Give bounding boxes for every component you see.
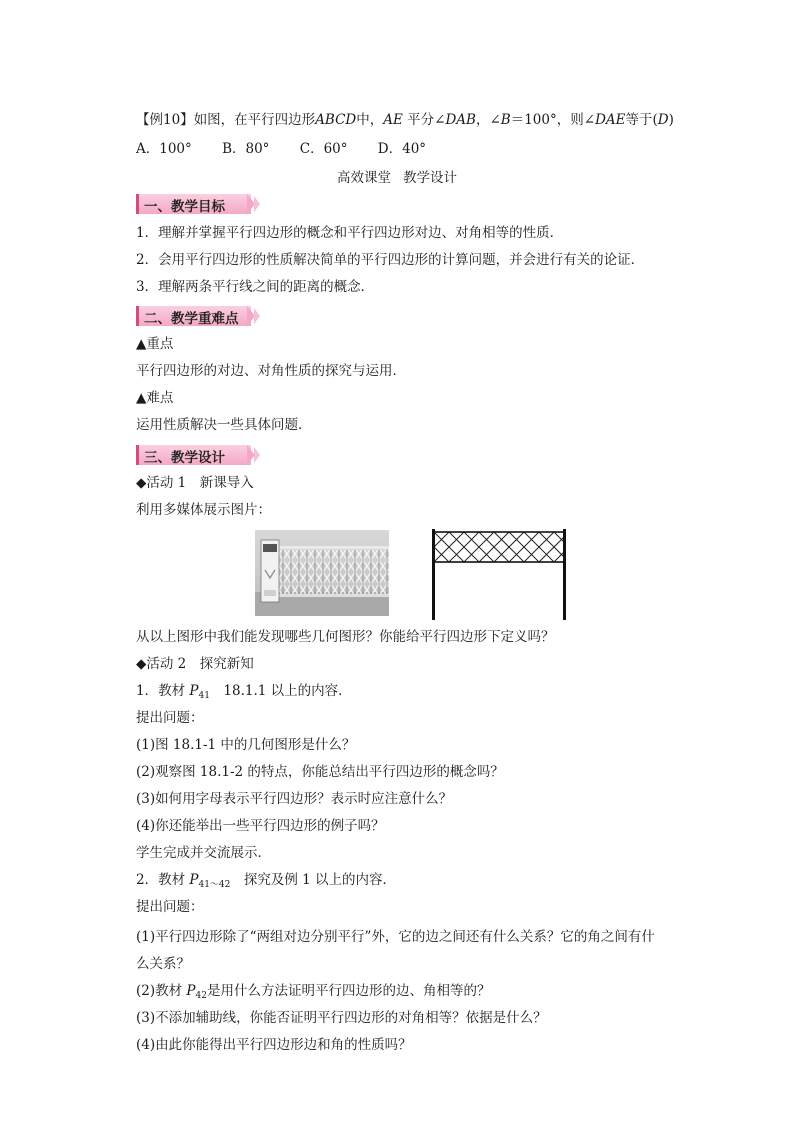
question-item: (2)教材 $P_{42}$是用什么方法证明平行四边形的边、角相等的？ (136, 983, 491, 1001)
section-heading-key-points: 二、教学重难点 (136, 306, 260, 326)
activity-2-title: ◆活动 2 探究新知 (136, 656, 254, 672)
section-heading-goals: 一、教学目标 (136, 194, 260, 214)
question-item: (1)平行四边形除了“两组对边分别平行”外，它的边之间还有什么关系？它的角之间有什 (136, 929, 655, 945)
section-heading-design: 三、教学设计 (136, 445, 260, 465)
ask-label: 提出问题： (136, 710, 204, 726)
page-header: 高效课堂 教学设计 (337, 170, 457, 186)
arrow-icon (254, 447, 260, 463)
example-answer: D (657, 112, 669, 128)
choice-d: D．40° (377, 141, 427, 157)
arrow-icon (254, 308, 260, 324)
choice-c: C．60° (299, 141, 348, 157)
intro-text: 利用多媒体展示图片： (136, 502, 271, 518)
ask-label: 提出问题： (136, 899, 204, 915)
question-item: (3)如何用字母表示平行四边形？表示时应注意什么？ (136, 791, 453, 807)
key-title: ▲重点 (136, 336, 174, 352)
retractable-gate-photo (255, 530, 389, 616)
student-text: 学生完成并交流展示． (136, 845, 271, 861)
choice-a: A．100° (136, 141, 192, 157)
question-item: (2)观察图 18.1-2 的特点，你能总结出平行四边形的概念吗？ (136, 764, 504, 780)
textbook-item-1: 1．教材 $P_{41}$ 18.1.1 以上的内容． (136, 683, 352, 701)
activity-1-title: ◆活动 1 新课导入 (136, 475, 254, 491)
activity-1-question: 从以上图形中我们能发现哪些几何图形？你能给平行四边形下定义吗？ (136, 629, 555, 645)
hard-title: ▲难点 (136, 390, 174, 406)
arrow-icon (254, 196, 260, 212)
question-item: (1)图 18.1-1 中的几何图形是什么？ (136, 737, 356, 753)
goal-item: 2．会用平行四边形的性质解决简单的平行四边形的计算问题，并会进行有关的论证． (136, 252, 645, 268)
example-10-question: 【例10】如图，在平行四边形ABCD中，AE 平分∠DAB，∠B＝100°，则∠DAE等于(D) (136, 112, 674, 128)
goal-item: 1．理解并掌握平行四边形的概念和平行四边形对边、对角相等的性质． (136, 225, 564, 241)
hard-text: 运用性质解决一些具体问题． (136, 417, 312, 433)
question-item: (4)由此你能得出平行四边形边和角的性质吗？ (136, 1037, 412, 1053)
question-item: (3)不添加辅助线，你能否证明平行四边形的对角相等？依据是什么？ (136, 1010, 547, 1026)
fence-net-diagram (428, 526, 570, 620)
textbook-item-2: 2．教材 $P_{41\sim 42}$ 探究及例 1 以上的内容． (136, 872, 397, 890)
example-choices (136, 140, 452, 158)
goal-item: 3．理解两条平行线之间的距离的概念． (136, 279, 375, 295)
question-item: (4)你还能举出一些平行四边形的例子吗？ (136, 818, 385, 834)
example-tag: 【例10】 (136, 112, 194, 128)
question-item-continued: 么关系？ (136, 956, 190, 972)
choice-b: B．80° (222, 141, 270, 157)
key-text: 平行四边形的对边、对角性质的探究与运用． (136, 363, 406, 379)
